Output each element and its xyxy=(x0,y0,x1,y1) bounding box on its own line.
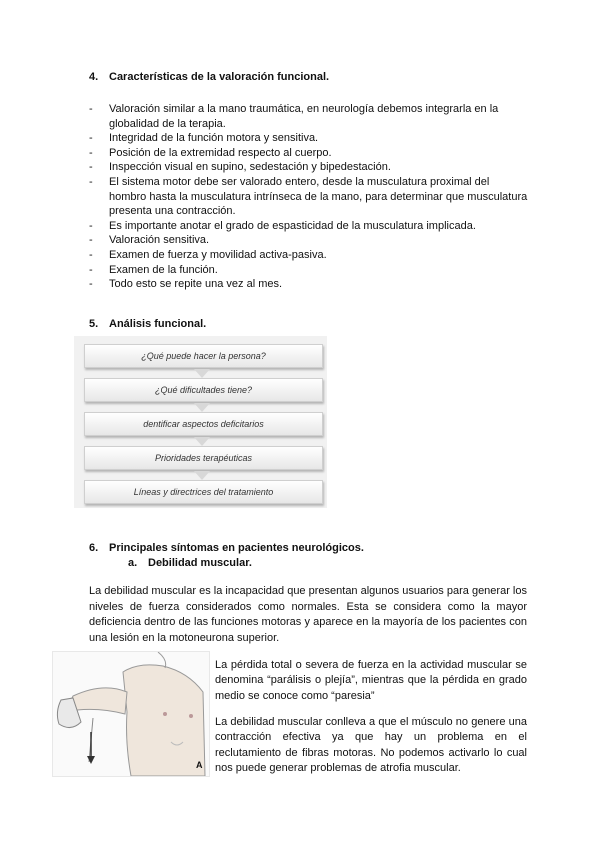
list-item: - Valoración sensitiva. xyxy=(89,234,210,247)
list-item: - Integridad de la función motora y sensitiva. xyxy=(89,132,319,145)
list-item: - Es importante anotar el grado de espasticidad de la musculatura implicada. xyxy=(89,219,476,232)
section-number: 5. xyxy=(89,318,99,330)
section-6-heading xyxy=(89,542,364,554)
section-title: Análisis funcional. xyxy=(109,318,207,330)
subsection-title: Debilidad muscular. xyxy=(148,557,252,569)
body-paragraph: La debilidad muscular es la incapacidad que presentan algunos usuarios para generar los niveles de fuerza considerados como normales. Esta se considera como la mayor deficiencia dentro de las funciones motoras y aparece en la mayoría de los pacientes con una lesión en la motoneurona superior. xyxy=(89,585,527,644)
flow-step: dentificar aspectos deficitarios xyxy=(84,412,323,436)
section-number: 6. xyxy=(89,542,99,554)
list-item: - Examen de fuerza y movilidad activa-pasiva. xyxy=(89,248,327,261)
subsection-a-heading xyxy=(128,557,252,569)
list-item: - Valoración similar a la mano traumática, en neurología debemos integrarla en la globalidad de la terapia. xyxy=(89,103,499,130)
section-4-list xyxy=(89,102,529,292)
flow-arrow-icon xyxy=(194,471,210,480)
flow-step: ¿Qué puede hacer la persona? xyxy=(84,344,323,368)
section-5-heading xyxy=(89,318,206,330)
arm-examination-icon xyxy=(53,652,209,776)
flow-arrow-icon xyxy=(194,437,210,446)
section-4-heading xyxy=(89,71,329,83)
section-title: Características de la valoración funcional. xyxy=(109,71,330,83)
flow-step: ¿Qué dificultades tiene? xyxy=(84,378,323,402)
list-item: - El sistema motor debe ser valorado entero, desde la musculatura proximal del hombro hasta la musculatura intrínseca de la mano, para determinar que musculatura presenta una contracción. xyxy=(89,175,528,218)
list-item: - Posición de la extremidad respecto al cuerpo. xyxy=(89,146,332,159)
flow-step: Prioridades terapéuticas xyxy=(84,446,323,470)
functional-analysis-flowchart xyxy=(74,336,327,508)
list-item: - Examen de la función. xyxy=(89,263,218,276)
flow-step: Líneas y directrices del tratamiento xyxy=(84,480,323,504)
muscle-test-illustration xyxy=(52,651,210,777)
flow-arrow-icon xyxy=(194,403,210,412)
list-item: - Todo esto se repite una vez al mes. xyxy=(89,278,283,291)
body-paragraph: La debilidad muscular conlleva a que el músculo no genere una contracción efectiva ya que hay un problema en el reclutamiento de fibras motoras. No podemos activarlo lo cual nos puede generar problemas de atrofia muscular. xyxy=(215,716,527,775)
figure-label: A xyxy=(196,760,203,770)
section-number: 4. xyxy=(89,71,99,83)
flow-arrow-icon xyxy=(194,369,210,378)
body-paragraph: La pérdida total o severa de fuerza en la actividad muscular se denomina “parálisis o plejía”, mientras que la pérdida en grado medio se conoce como “paresia” xyxy=(215,659,527,702)
section-title: Principales síntomas en pacientes neurológicos. xyxy=(109,542,364,554)
subsection-letter: a. xyxy=(128,557,138,569)
list-item: - Inspección visual en supino, sedestación y bipedestación. xyxy=(89,161,391,174)
